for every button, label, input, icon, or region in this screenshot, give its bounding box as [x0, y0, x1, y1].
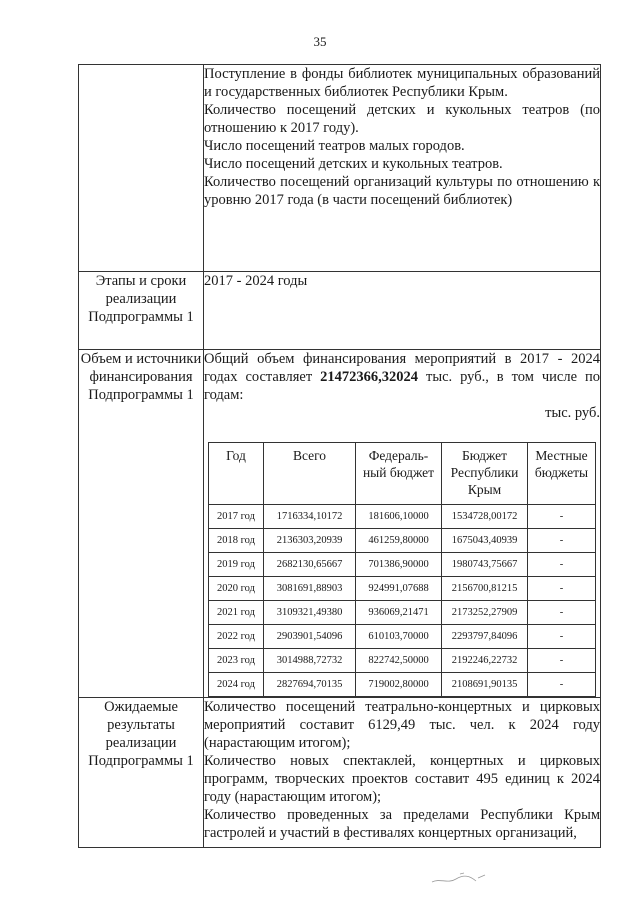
cell-year: 2019 год — [209, 553, 264, 577]
table-row-indicators — [79, 65, 601, 272]
financing-label: Объем и источники финансирования Подпрограммы 1 — [79, 350, 204, 698]
header-year: Год — [209, 443, 264, 505]
indicator-small-town-theatres: Число посещений театров малых городов. — [204, 138, 465, 154]
financing-header-row — [209, 443, 596, 505]
cell-local: - — [528, 577, 596, 601]
cell-federal: 822742,50000 — [356, 649, 442, 673]
header-local-budgets: Местные бюджеты — [528, 443, 596, 505]
header-federal-budget: Федераль-ный бюджет — [356, 443, 442, 505]
table-row-stages — [79, 272, 601, 350]
cell-local: - — [528, 673, 596, 697]
financing-unit: тыс. руб. — [545, 405, 600, 421]
cell-crimea: 2192246,22732 — [442, 649, 528, 673]
cell-federal: 701386,90000 — [356, 553, 442, 577]
stages-value: 2017 - 2024 годы — [204, 272, 601, 350]
cell-local: - — [528, 649, 596, 673]
cell-year: 2021 год — [209, 601, 264, 625]
cell-federal: 936069,21471 — [356, 601, 442, 625]
cell-local: - — [528, 625, 596, 649]
cell-federal: 719002,80000 — [356, 673, 442, 697]
table-row — [209, 649, 596, 673]
cell-total: 1716334,10172 — [264, 505, 356, 529]
financing-cell — [204, 350, 601, 698]
results-label: Ожидаемые результаты реализации Подпрограммы 1 — [79, 698, 204, 848]
result-new-programs: Количество новых спектаклей, концертных и цирковых программ, творческих проектов составит 495 единиц к 2024 году (нарастающим итогом); — [204, 753, 600, 805]
indicators-cell — [204, 65, 601, 272]
page-number: 35 — [313, 34, 327, 49]
financing-intro — [204, 350, 600, 404]
financing-intro-after: тыс. руб., в том числе по годам: — [204, 369, 600, 403]
cell-year: 2024 год — [209, 673, 264, 697]
cell-crimea: 2156700,81215 — [442, 577, 528, 601]
table-row — [209, 505, 596, 529]
results-cell — [204, 698, 601, 848]
cell-year: 2020 год — [209, 577, 264, 601]
cell-federal: 924991,07688 — [356, 577, 442, 601]
table-row — [209, 529, 596, 553]
row-label-empty — [79, 65, 204, 272]
indicator-culture-organizations: Количество посещений организаций культуры по отношению к уровню 2017 года (в части посещений библиотек) — [204, 174, 600, 208]
cell-crimea: 2108691,90135 — [442, 673, 528, 697]
cell-total: 2827694,70135 — [264, 673, 356, 697]
cell-total: 2682130,65667 — [264, 553, 356, 577]
cell-local: - — [528, 601, 596, 625]
cell-total: 2136303,20939 — [264, 529, 356, 553]
cell-federal: 610103,70000 — [356, 625, 442, 649]
financing-intro-before: Общий объем финансирования мероприятий в 2017 - 2024 годах составляет — [204, 351, 600, 385]
table-row-results — [79, 698, 601, 848]
table-row — [209, 577, 596, 601]
cell-local: - — [528, 529, 596, 553]
cell-local: - — [528, 505, 596, 529]
cell-year: 2017 год — [209, 505, 264, 529]
result-tours: Количество проведенных за пределами Республики Крым гастролей и участий в фестивалях концертных организаций, — [204, 807, 600, 841]
cell-crimea: 1675043,40939 — [442, 529, 528, 553]
table-row — [209, 673, 596, 697]
indicator-children-theatres-ratio: Количество посещений детских и кукольных театров (по отношению к 2017 году). — [204, 102, 600, 136]
cell-total: 2903901,54096 — [264, 625, 356, 649]
result-visits: Количество посещений театрально-концертных и цирковых мероприятий составит 6129,49 тыс. чел. к 2024 году (нарастающим итогом); — [204, 699, 600, 751]
financing-table — [208, 442, 596, 697]
cell-total: 3014988,72732 — [264, 649, 356, 673]
cell-crimea: 1534728,00172 — [442, 505, 528, 529]
indicator-children-theatres-visits: Число посещений детских и кукольных театров. — [204, 156, 503, 172]
financing-total-amount: 21472366,32024 — [320, 369, 419, 385]
cell-total: 3109321,49380 — [264, 601, 356, 625]
cell-federal: 461259,80000 — [356, 529, 442, 553]
cell-total: 3081691,88903 — [264, 577, 356, 601]
cell-crimea: 2173252,27909 — [442, 601, 528, 625]
pencil-mark-icon — [430, 870, 490, 888]
header-crimea-budget: Бюджет Республики Крым — [442, 443, 528, 505]
table-row — [209, 601, 596, 625]
cell-crimea: 2293797,84096 — [442, 625, 528, 649]
cell-federal: 181606,10000 — [356, 505, 442, 529]
cell-crimea: 1980743,75667 — [442, 553, 528, 577]
cell-year: 2023 год — [209, 649, 264, 673]
table-row — [209, 625, 596, 649]
passport-table — [78, 64, 601, 848]
table-row-financing — [79, 350, 601, 698]
cell-local: - — [528, 553, 596, 577]
stages-label: Этапы и сроки реализации Подпрограммы 1 — [79, 272, 204, 350]
header-total: Всего — [264, 443, 356, 505]
table-row — [209, 553, 596, 577]
indicator-library-funds: Поступление в фонды библиотек муниципальных образований и государственных библиотек Республики Крым. — [204, 66, 600, 100]
cell-year: 2018 год — [209, 529, 264, 553]
cell-year: 2022 год — [209, 625, 264, 649]
